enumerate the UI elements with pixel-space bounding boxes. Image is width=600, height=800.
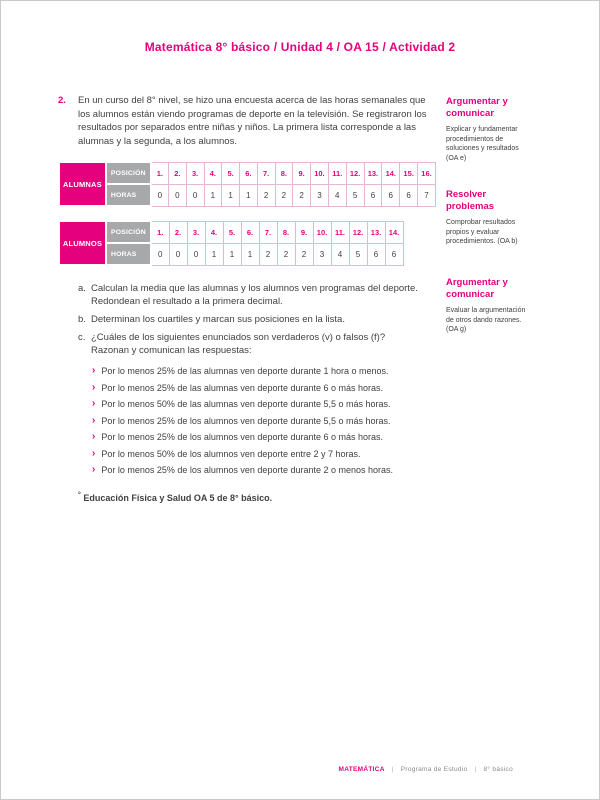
statement-item — [92, 431, 436, 443]
hours-cell: 0 — [151, 243, 169, 265]
statement-list — [92, 365, 436, 476]
hours-cell: 5 — [349, 243, 367, 265]
statement-text: Por lo menos 50% de los alumnos ven deporte entre 2 y 7 horas. — [101, 448, 361, 459]
hours-cell: 6 — [367, 243, 385, 265]
footnote-text: Educación Física y Salud OA 5 de 8° básico. — [83, 493, 273, 503]
footnote-marker: ° — [78, 492, 81, 499]
task-item — [78, 331, 436, 357]
task-list — [78, 282, 436, 357]
position-cell: 12. — [346, 162, 364, 184]
position-cell: 1. — [151, 162, 169, 184]
hours-cell: 6 — [385, 243, 403, 265]
page-title: Matemática 8° básico / Unidad 4 / OA 15 / Actividad 2 — [144, 40, 456, 54]
sidebar-heading: Argumentar y comunicar — [446, 96, 508, 119]
hours-cell: 0 — [186, 184, 204, 206]
position-cell: 14. — [382, 162, 400, 184]
hours-cell: 1 — [204, 184, 222, 206]
group-label-cell: ALUMNAS — [59, 162, 106, 206]
task-text: Calculan la media que las alumnas y los alumnos ven programas del deporte. Redondean el resultado a la primera decimal. — [91, 283, 418, 307]
hours-cell: 2 — [295, 243, 313, 265]
chevron-bullet-icon: › — [92, 365, 96, 376]
task-item — [78, 313, 436, 326]
hours-cell: 0 — [169, 184, 187, 206]
position-cell: 14. — [385, 221, 403, 243]
activity-intro-text: En un curso del 8° nivel, se hizo una encuesta acerca de las horas semanales que los alumnos están viendo programas de deporte en la televisión. Se registraron los resultados por separados entre niñas y niños. La primera lista corresponde a las alumnas y la segunda, a los alumnos. — [78, 95, 427, 147]
position-cell: 15. — [400, 162, 418, 184]
hours-cell: 6 — [400, 184, 418, 206]
chevron-bullet-icon: › — [92, 431, 96, 442]
alumnas-table — [58, 161, 436, 207]
task-label: c. — [78, 332, 86, 343]
hours-cell: 0 — [187, 243, 205, 265]
position-cell: 8. — [275, 162, 293, 184]
hours-cell: 2 — [277, 243, 295, 265]
hours-cell: 2 — [257, 184, 275, 206]
statement-item — [92, 464, 436, 476]
hours-cell: 1 — [222, 184, 240, 206]
sidebar-text: Evaluar la argumentación de otros dando razones. (OA g) — [446, 307, 526, 333]
footer-grade: 8° básico — [483, 766, 513, 773]
statement-text: Por lo menos 50% de las alumnas ven deporte durante 5,5 o más horas. — [101, 399, 391, 409]
statement-item — [92, 448, 436, 460]
position-cell: 11. — [331, 221, 349, 243]
task-text: ¿Cuáles de los siguientes enunciados son verdaderos (v) o falsos (f)? Razonan y comunican las respuestas: — [91, 332, 386, 356]
position-cell: 10. — [313, 221, 331, 243]
position-cell: 1. — [151, 221, 169, 243]
hours-cell: 1 — [240, 184, 258, 206]
sidebar-section-resolver — [446, 189, 526, 247]
hours-cell: 5 — [346, 184, 364, 206]
position-cell: 9. — [293, 162, 311, 184]
hours-cell: 3 — [311, 184, 329, 206]
statement-text: Por lo menos 25% de las alumnas ven deporte durante 1 hora o menos. — [101, 366, 389, 376]
footer-separator: | — [391, 766, 394, 773]
position-cell: 7. — [259, 221, 277, 243]
hours-cell: 7 — [418, 184, 436, 206]
chevron-bullet-icon: › — [92, 381, 96, 393]
sidebar-heading: Resolver problemas — [446, 189, 495, 212]
chevron-bullet-icon: › — [92, 414, 96, 426]
hours-cell: 1 — [205, 243, 223, 265]
hours-cell: 2 — [293, 184, 311, 206]
position-cell: 3. — [186, 162, 204, 184]
hours-header-cell: HORAS — [106, 184, 151, 206]
position-cell: 4. — [204, 162, 222, 184]
footer-separator: | — [474, 766, 477, 773]
hours-cell: 3 — [313, 243, 331, 265]
position-header-cell: POSICIÓN — [106, 162, 151, 184]
hours-cell: 2 — [259, 243, 277, 265]
statement-text: Por lo menos 25% de los alumnos ven deporte durante 5,5 o más horas. — [101, 415, 391, 426]
task-label: a. — [78, 283, 86, 294]
hours-cell: 6 — [364, 184, 382, 206]
position-cell: 10. — [311, 162, 329, 184]
position-cell: 6. — [241, 221, 259, 243]
hours-cell: 4 — [328, 184, 346, 206]
statement-item — [92, 398, 436, 410]
hours-cell: 0 — [151, 184, 169, 206]
hours-cell: 1 — [223, 243, 241, 265]
position-header-cell: POSICIÓN — [106, 221, 151, 243]
sidebar-section-argumentar-1 — [446, 96, 526, 163]
hours-cell: 4 — [331, 243, 349, 265]
chevron-bullet-icon: › — [92, 464, 96, 475]
sidebar-text: Explicar y fundamentar procedimientos de soluciones y resultados (OA e) — [446, 126, 519, 162]
sidebar-heading: Argumentar y comunicar — [446, 277, 508, 300]
position-cell: 12. — [349, 221, 367, 243]
task-item — [78, 282, 436, 308]
chevron-bullet-icon: › — [92, 447, 96, 459]
page-footer — [339, 766, 514, 773]
hours-header-cell: HORAS — [106, 243, 151, 265]
task-label: b. — [78, 314, 86, 325]
position-cell: 3. — [187, 221, 205, 243]
statement-item — [92, 365, 436, 377]
hours-cell: 6 — [382, 184, 400, 206]
sidebar-text: Comprobar resultados propios y evaluar procedimientos. (OA b) — [446, 219, 518, 245]
activity-intro — [58, 94, 436, 148]
task-text: Determinan los cuartiles y marcan sus posiciones en la lista. — [91, 314, 345, 325]
statement-text: Por lo menos 25% de las alumnas ven deporte durante 6 o más horas. — [101, 382, 384, 393]
position-cell: 13. — [364, 162, 382, 184]
alumnos-table — [58, 220, 404, 266]
footer-subject: MATEMÁTICA — [338, 766, 385, 773]
activity-number: 2. — [58, 95, 66, 106]
position-cell: 11. — [328, 162, 346, 184]
statement-item — [92, 382, 436, 394]
position-cell: 5. — [223, 221, 241, 243]
hours-cell: 1 — [241, 243, 259, 265]
position-cell: 7. — [257, 162, 275, 184]
sidebar-section-argumentar-2 — [446, 277, 526, 335]
statement-text: Por lo menos 25% de los alumnos ven deporte durante 6 o más horas. — [101, 432, 384, 442]
position-cell: 16. — [418, 162, 436, 184]
position-cell: 2. — [169, 162, 187, 184]
statement-item — [92, 415, 436, 427]
hours-cell: 2 — [275, 184, 293, 206]
footnote — [78, 492, 436, 503]
position-cell: 4. — [205, 221, 223, 243]
position-cell: 13. — [367, 221, 385, 243]
footer-program: Programa de Estudio — [400, 766, 468, 773]
group-label-cell: ALUMNOS — [59, 221, 106, 265]
statement-text: Por lo menos 25% de los alumnos ven deporte durante 2 o menos horas. — [101, 465, 394, 475]
position-cell: 6. — [240, 162, 258, 184]
main-content — [58, 94, 436, 503]
chevron-bullet-icon: › — [92, 398, 96, 409]
hours-cell: 0 — [169, 243, 187, 265]
position-cell: 2. — [169, 221, 187, 243]
position-cell: 9. — [295, 221, 313, 243]
position-cell: 5. — [222, 162, 240, 184]
position-cell: 8. — [277, 221, 295, 243]
